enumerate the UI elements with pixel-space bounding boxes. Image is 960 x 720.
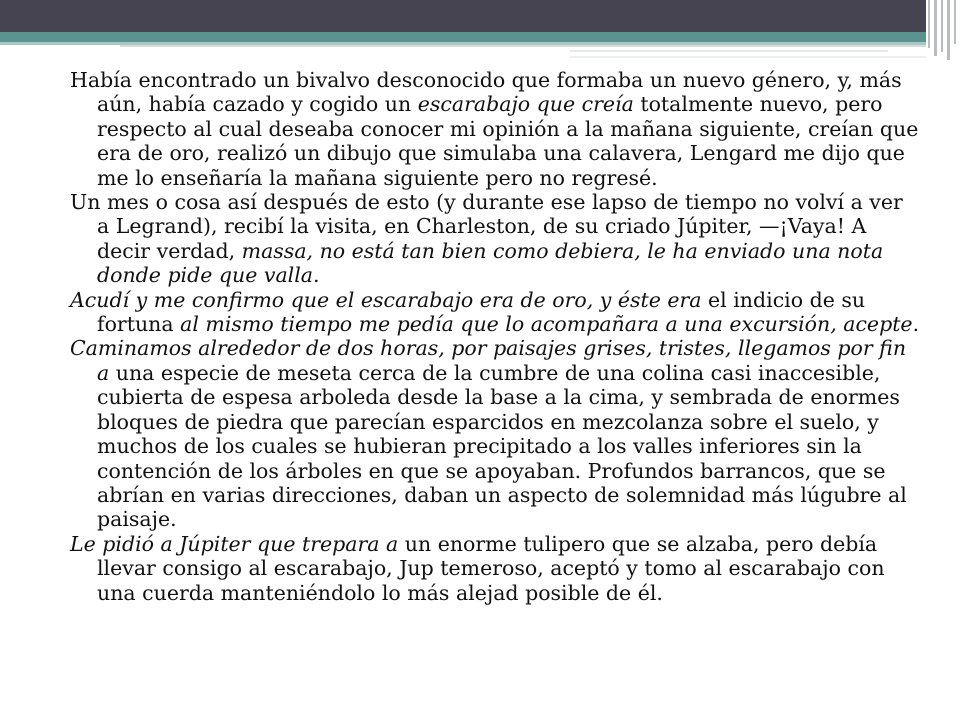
header-bar bbox=[928, 0, 930, 48]
paragraph-text: totalmente nuevo, pero respecto al cual deseaba conocer mi opinión a la mañana siguiente, creían que era de oro, realizó un dibujo que simulaba una calavera, Lengard me dijo que me lo enseñaría la mañana siguiente pero no regresé. bbox=[97, 92, 919, 190]
paragraph-text: un enorme tulipero que se alzaba, pero debía llevar consigo al escarabajo, Jup temeroso, aceptó y tomo al escarabajo con una cuerda manteniéndolo lo más alejad posible de él. bbox=[97, 531, 885, 605]
paragraph-text: . bbox=[912, 312, 920, 337]
header-accent-line bbox=[570, 50, 888, 52]
header-dark-band bbox=[0, 0, 960, 32]
header-bar bbox=[941, 0, 943, 52]
paragraph-italic-text: Caminamos alrededor de dos horas, por paisajes grises, tristes, llegamos por fin a bbox=[70, 336, 907, 385]
header-bar bbox=[954, 0, 956, 44]
paragraph-italic-text: massa, no está tan bien como debiera, le ha enviado una nota donde pide que valla bbox=[97, 238, 884, 288]
paragraph-text: . bbox=[313, 263, 320, 288]
paragraph-italic-text: Acudí y me confirmo que el escarabajo era de oro, y éste era bbox=[70, 287, 702, 312]
paragraph-italic-text: escarabajo que creía bbox=[417, 92, 634, 117]
paragraph-text: Un mes o cosa así después de esto (y durante ese lapso de tiempo no volví a ver a Legrand), recibí la visita, en Charleston, de su criado Júpiter, —¡Vaya! A decir verdad, bbox=[70, 190, 903, 263]
paragraph-text: una especie de meseta cerca de la cumbre de una colina casi inaccesible, cubierta de espesa arboleda desde la base a la cima, y sembrada de enormes bloques de piedra que parecían esparcidos en mezcolanza sobre el suelo, y muchos de los cuales se hubieran precipitado a los valles inferiores sin la contención de los árboles en que se apoyaban. Profundos barrancos, que se abrían en varias direcciones, daban un aspecto de solemnidad más lúgubre al paisaje. bbox=[97, 360, 907, 532]
paragraph-italic-text: Le pidió a Júpiter que trepara a bbox=[70, 531, 399, 556]
paragraph bbox=[70, 68, 920, 190]
paragraph bbox=[70, 288, 920, 337]
header-bar bbox=[934, 0, 937, 56]
paragraph-italic-text: al mismo tiempo me pedía que lo acompañara a una excursión, acepte bbox=[180, 312, 913, 337]
header-right-bars bbox=[926, 0, 960, 60]
header-teal-band bbox=[0, 32, 960, 42]
paragraph-text: Había encontrado un bivalvo desconocido que formaba un nuevo género, y, más aún, había cazado y cogido un bbox=[70, 68, 902, 117]
header-bar bbox=[947, 0, 950, 60]
paragraph bbox=[70, 336, 920, 531]
slide-body bbox=[70, 68, 920, 605]
paragraph bbox=[70, 190, 920, 288]
header-accent-line-2 bbox=[570, 56, 940, 58]
paragraph bbox=[70, 532, 920, 605]
header-grey-line bbox=[120, 45, 930, 47]
paragraph-text: el indicio de su fortuna bbox=[97, 287, 866, 337]
